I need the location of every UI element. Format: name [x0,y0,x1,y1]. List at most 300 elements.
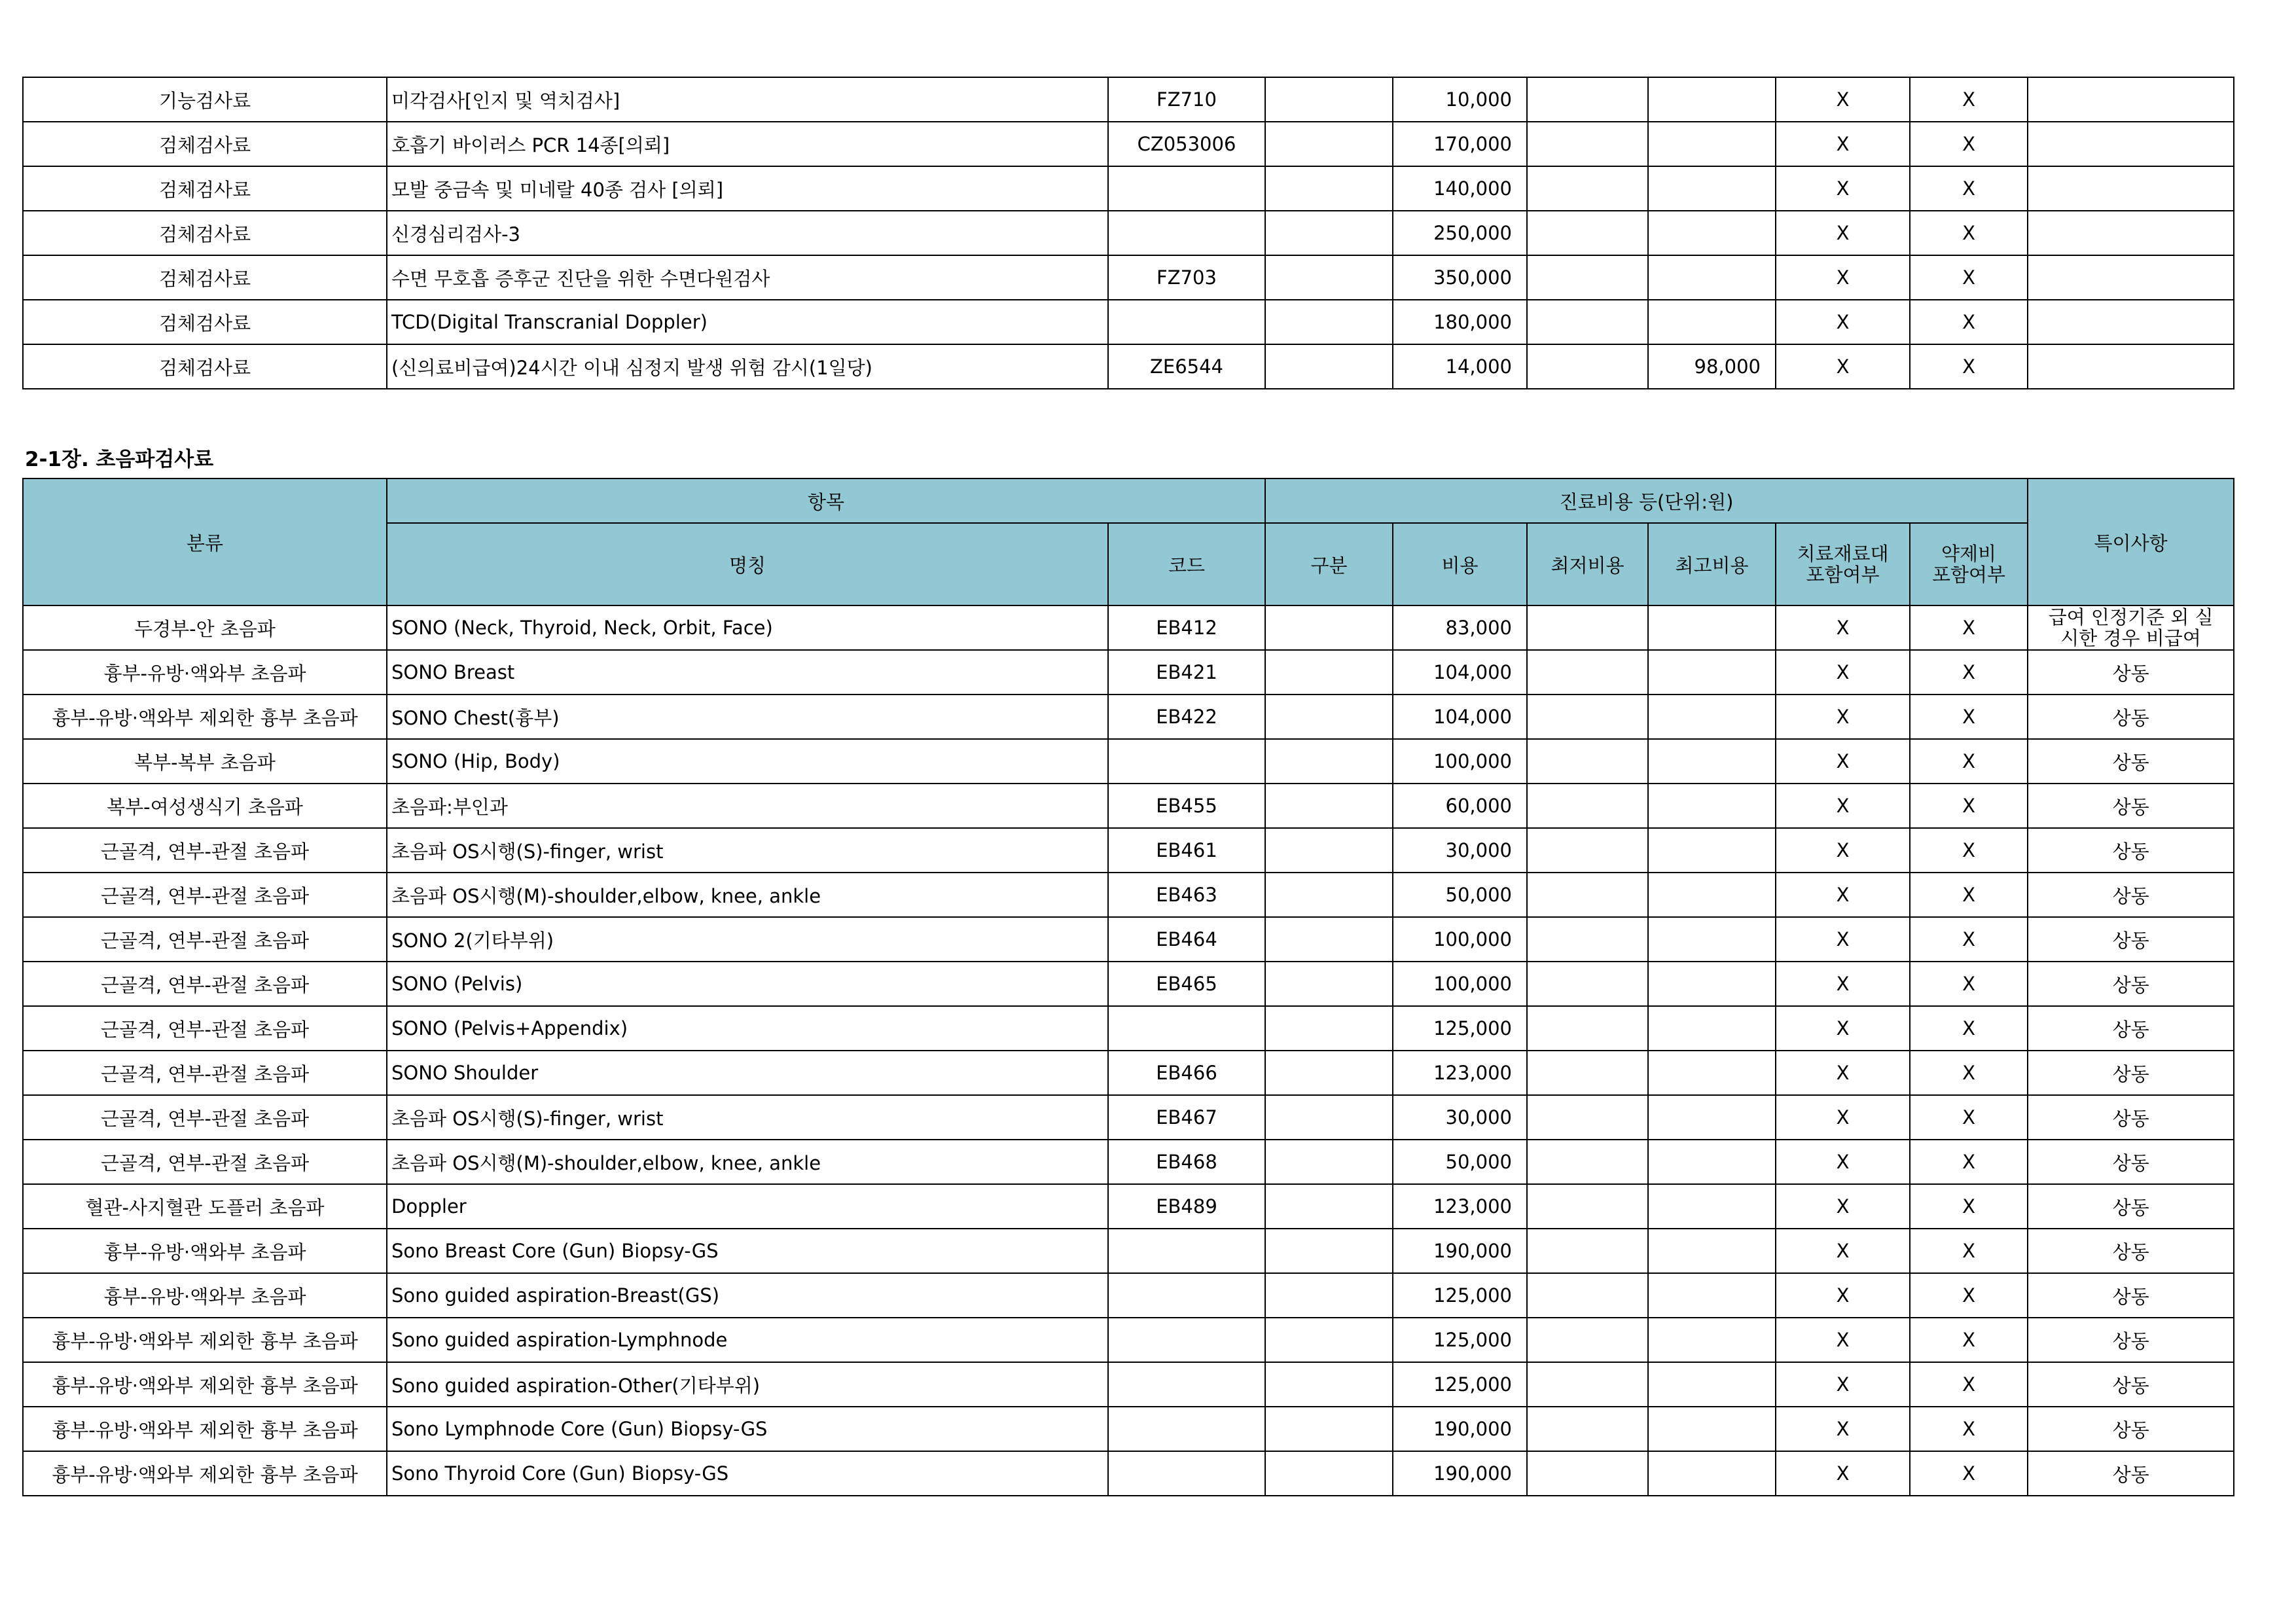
table-row [23,1407,2234,1451]
material-included-cell: X [1776,962,1910,1006]
drug-included-cell: X [1910,1095,2028,1140]
cost-cell: 190,000 [1393,1407,1527,1451]
table-row [23,300,2234,344]
name-cell: SONO (Hip, Body) [387,739,1108,784]
drug-included-cell: X [1910,1362,2028,1407]
type-cell [1265,300,1393,344]
section-title: 2-1장. 초음파검사료 [25,448,214,471]
material-included-cell: X [1776,739,1910,784]
table-row [23,344,2234,389]
material-included-cell: X [1776,650,1910,695]
note-cell: 상동 [2028,873,2234,917]
cost-cell: 125,000 [1393,1362,1527,1407]
name-cell: 수면 무호흡 증후군 진단을 위한 수면다원검사 [387,255,1108,300]
drug-included-cell: X [1910,650,2028,695]
max-cost-cell [1648,1051,1776,1095]
cost-cell: 30,000 [1393,1095,1527,1140]
drug-included-cell: X [1910,695,2028,739]
header-note: 특이사항 [2028,478,2234,605]
category-cell: 흉부-유방·액와부 제외한 흉부 초음파 [23,1362,387,1407]
cost-cell: 125,000 [1393,1273,1527,1318]
cost-cell: 100,000 [1393,962,1527,1006]
type-cell [1265,650,1393,695]
note-cell: 상동 [2028,784,2234,828]
drug-included-cell: X [1910,1140,2028,1184]
min-cost-cell [1527,873,1648,917]
cost-cell: 140,000 [1393,166,1527,211]
min-cost-cell [1527,739,1648,784]
name-cell: TCD(Digital Transcranial Doppler) [387,300,1108,344]
note-cell [2028,166,2234,211]
note-line1: 급여 인정기준 외 실 [2048,606,2214,628]
material-included-cell: X [1776,605,1910,650]
note-cell: 상동 [2028,917,2234,962]
note-cell: 상동 [2028,1184,2234,1229]
type-cell [1265,695,1393,739]
category-cell: 근골격, 연부-관절 초음파 [23,1006,387,1051]
code-cell [1108,1006,1265,1051]
category-cell: 근골격, 연부-관절 초음파 [23,1095,387,1140]
type-cell [1265,1140,1393,1184]
type-cell [1265,1184,1393,1229]
category-cell: 검체검사료 [23,166,387,211]
category-cell: 기능검사료 [23,77,387,122]
cost-cell: 50,000 [1393,873,1527,917]
cost-cell: 190,000 [1393,1229,1527,1273]
min-cost-cell [1527,695,1648,739]
cost-cell: 10,000 [1393,77,1527,122]
name-cell: SONO Breast [387,650,1108,695]
drug-included-cell: X [1910,828,2028,873]
type-cell [1265,605,1393,650]
max-cost-cell [1648,873,1776,917]
category-cell: 복부-여성생식기 초음파 [23,784,387,828]
drug-included-cell: X [1910,211,2028,255]
category-cell: 복부-복부 초음파 [23,739,387,784]
name-cell: Sono guided aspiration-Lymphnode [387,1318,1108,1362]
cost-cell: 190,000 [1393,1451,1527,1496]
type-cell [1265,255,1393,300]
min-cost-cell [1527,1140,1648,1184]
name-cell: Sono Thyroid Core (Gun) Biopsy-GS [387,1451,1108,1496]
drug-included-cell: X [1910,784,2028,828]
code-cell: EB465 [1108,962,1265,1006]
code-cell: EB455 [1108,784,1265,828]
note-cell: 상동 [2028,1318,2234,1362]
table-row [23,695,2234,739]
max-cost-cell [1648,962,1776,1006]
material-included-cell: X [1776,1140,1910,1184]
drug-included-cell: X [1910,1451,2028,1496]
material-included-cell: X [1776,1006,1910,1051]
note-cell [2028,344,2234,389]
name-cell: Sono guided aspiration-Other(기타부위) [387,1362,1108,1407]
material-included-cell: X [1776,300,1910,344]
material-included-cell: X [1776,1273,1910,1318]
category-cell: 흉부-유방·액와부 초음파 [23,650,387,695]
table-row [23,1273,2234,1318]
drug-included-cell: X [1910,77,2028,122]
name-cell: Sono Lymphnode Core (Gun) Biopsy-GS [387,1407,1108,1451]
name-cell: SONO Chest(흉부) [387,695,1108,739]
category-cell: 두경부-안 초음파 [23,605,387,650]
max-cost-cell [1648,1006,1776,1051]
note-cell: 상동 [2028,828,2234,873]
max-cost-cell [1648,166,1776,211]
max-cost-cell [1648,1451,1776,1496]
name-cell: 초음파 OS시행(S)-finger, wrist [387,1095,1108,1140]
code-cell: EB464 [1108,917,1265,962]
max-cost-cell [1648,917,1776,962]
table-row [23,1451,2234,1496]
note-cell [2028,211,2234,255]
code-cell: EB467 [1108,1095,1265,1140]
drug-included-cell: X [1910,605,2028,650]
header-name: 명칭 [387,523,1108,605]
name-cell: SONO (Pelvis+Appendix) [387,1006,1108,1051]
category-cell: 혈관-사지혈관 도플러 초음파 [23,1184,387,1229]
type-cell [1265,1051,1393,1095]
category-cell: 검체검사료 [23,344,387,389]
cost-cell: 50,000 [1393,1140,1527,1184]
min-cost-cell [1527,344,1648,389]
min-cost-cell [1527,828,1648,873]
min-cost-cell [1527,1006,1648,1051]
type-cell [1265,917,1393,962]
max-cost-cell [1648,1273,1776,1318]
min-cost-cell [1527,605,1648,650]
max-cost-cell [1648,739,1776,784]
category-cell: 흉부-유방·액와부 제외한 흉부 초음파 [23,695,387,739]
drug-included-cell: X [1910,300,2028,344]
drug-included-cell: X [1910,1273,2028,1318]
cost-cell: 83,000 [1393,605,1527,650]
material-included-cell: X [1776,1407,1910,1451]
name-cell: 초음파 OS시행(M)-shoulder,elbow, knee, ankle [387,873,1108,917]
material-included-cell: X [1776,1362,1910,1407]
max-cost-cell [1648,211,1776,255]
max-cost-cell [1648,77,1776,122]
type-cell [1265,211,1393,255]
material-included-cell: X [1776,917,1910,962]
code-cell [1108,1451,1265,1496]
drug-included-cell: X [1910,1051,2028,1095]
type-cell [1265,1407,1393,1451]
min-cost-cell [1527,1051,1648,1095]
code-cell [1108,300,1265,344]
ultrasound-fee-table [22,478,2234,1496]
type-cell [1265,344,1393,389]
name-cell: SONO 2(기타부위) [387,917,1108,962]
table-row [23,1095,2234,1140]
header-material-line1: 치료재료대 [1797,543,1889,565]
table-row [23,255,2234,300]
table-row [23,1051,2234,1095]
name-cell: Sono Breast Core (Gun) Biopsy-GS [387,1229,1108,1273]
cost-cell: 125,000 [1393,1006,1527,1051]
name-cell: 미각검사[인지 및 역치검사] [387,77,1108,122]
code-cell: EB489 [1108,1184,1265,1229]
category-cell: 근골격, 연부-관절 초음파 [23,1051,387,1095]
header-fees: 진료비용 등(단위:원) [1265,478,2028,523]
cost-cell: 30,000 [1393,828,1527,873]
max-cost-cell [1648,605,1776,650]
type-cell [1265,1095,1393,1140]
code-cell: EB461 [1108,828,1265,873]
drug-included-cell: X [1910,122,2028,166]
drug-included-cell: X [1910,1229,2028,1273]
code-cell [1108,1318,1265,1362]
cost-cell: 104,000 [1393,650,1527,695]
code-cell: ZE6544 [1108,344,1265,389]
type-cell [1265,784,1393,828]
min-cost-cell [1527,77,1648,122]
name-cell: SONO (Pelvis) [387,962,1108,1006]
drug-included-cell: X [1910,917,2028,962]
header-material-included [1776,523,1910,605]
table-row [23,1006,2234,1051]
table-row [23,1362,2234,1407]
max-cost-cell [1648,255,1776,300]
cost-cell: 123,000 [1393,1184,1527,1229]
type-cell [1265,739,1393,784]
category-cell: 검체검사료 [23,211,387,255]
name-cell: SONO (Neck, Thyroid, Neck, Orbit, Face) [387,605,1108,650]
material-included-cell: X [1776,695,1910,739]
min-cost-cell [1527,1184,1648,1229]
drug-included-cell: X [1910,1407,2028,1451]
type-cell [1265,166,1393,211]
drug-included-cell: X [1910,344,2028,389]
material-included-cell: X [1776,211,1910,255]
code-cell: EB412 [1108,605,1265,650]
note-cell [2028,605,2234,650]
name-cell: 호흡기 바이러스 PCR 14종[의뢰] [387,122,1108,166]
code-cell [1108,739,1265,784]
max-cost-cell [1648,1140,1776,1184]
drug-included-cell: X [1910,1318,2028,1362]
header-max-cost: 최고비용 [1648,523,1776,605]
cost-cell: 125,000 [1393,1318,1527,1362]
note-cell: 상동 [2028,650,2234,695]
min-cost-cell [1527,122,1648,166]
min-cost-cell [1527,1407,1648,1451]
previous-fee-table-body [23,77,2234,389]
name-cell: SONO Shoulder [387,1051,1108,1095]
max-cost-cell [1648,1407,1776,1451]
material-included-cell: X [1776,873,1910,917]
table-row [23,828,2234,873]
header-drug-line2: 포함여부 [1932,564,2006,586]
category-cell: 근골격, 연부-관절 초음파 [23,1140,387,1184]
table-row [23,122,2234,166]
cost-cell: 104,000 [1393,695,1527,739]
drug-included-cell: X [1910,962,2028,1006]
name-cell: 초음파 OS시행(S)-finger, wrist [387,828,1108,873]
cost-cell: 180,000 [1393,300,1527,344]
code-cell: EB468 [1108,1140,1265,1184]
min-cost-cell [1527,1362,1648,1407]
type-cell [1265,962,1393,1006]
code-cell: CZ053006 [1108,122,1265,166]
table-row [23,873,2234,917]
min-cost-cell [1527,917,1648,962]
name-cell: 신경심리검사-3 [387,211,1108,255]
category-cell: 흉부-유방·액와부 제외한 흉부 초음파 [23,1318,387,1362]
table-row [23,739,2234,784]
name-cell: Sono guided aspiration-Breast(GS) [387,1273,1108,1318]
cost-cell: 123,000 [1393,1051,1527,1095]
note-cell: 상동 [2028,739,2234,784]
table-row [23,166,2234,211]
drug-included-cell: X [1910,166,2028,211]
note-cell: 상동 [2028,1006,2234,1051]
category-cell: 흉부-유방·액와부 초음파 [23,1273,387,1318]
type-cell [1265,873,1393,917]
code-cell: EB421 [1108,650,1265,695]
cost-cell: 100,000 [1393,739,1527,784]
code-cell: FZ710 [1108,77,1265,122]
header-material-line2: 포함여부 [1806,564,1880,586]
name-cell: (신의료비급여)24시간 이내 심정지 발생 위험 감시(1일당) [387,344,1108,389]
table-row [23,917,2234,962]
table-row [23,1140,2234,1184]
material-included-cell: X [1776,255,1910,300]
table-row [23,962,2234,1006]
material-included-cell: X [1776,1318,1910,1362]
min-cost-cell [1527,1095,1648,1140]
note-line2: 시한 경우 비급여 [2060,627,2201,649]
min-cost-cell [1527,1229,1648,1273]
drug-included-cell: X [1910,873,2028,917]
header-type: 구분 [1265,523,1393,605]
note-cell: 상동 [2028,1140,2234,1184]
code-cell [1108,1362,1265,1407]
type-cell [1265,1362,1393,1407]
code-cell [1108,1229,1265,1273]
max-cost-cell [1648,1095,1776,1140]
material-included-cell: X [1776,1229,1910,1273]
max-cost-cell: 98,000 [1648,344,1776,389]
name-cell: 모발 중금속 및 미네랄 40종 검사 [의뢰] [387,166,1108,211]
type-cell [1265,828,1393,873]
max-cost-cell [1648,650,1776,695]
min-cost-cell [1527,1273,1648,1318]
cost-cell: 60,000 [1393,784,1527,828]
code-cell [1108,1407,1265,1451]
material-included-cell: X [1776,1095,1910,1140]
material-included-cell: X [1776,1051,1910,1095]
code-cell: EB422 [1108,695,1265,739]
name-cell: 초음파 OS시행(M)-shoulder,elbow, knee, ankle [387,1140,1108,1184]
code-cell [1108,211,1265,255]
table-row [23,650,2234,695]
note-cell [2028,122,2234,166]
code-cell [1108,166,1265,211]
category-cell: 검체검사료 [23,300,387,344]
note-cell: 상동 [2028,1229,2234,1273]
max-cost-cell [1648,1362,1776,1407]
min-cost-cell [1527,166,1648,211]
cost-cell: 100,000 [1393,917,1527,962]
min-cost-cell [1527,784,1648,828]
type-cell [1265,1451,1393,1496]
code-cell [1108,1273,1265,1318]
header-min-cost: 최저비용 [1527,523,1648,605]
table-row [23,784,2234,828]
ultrasound-fee-table-body [23,605,2234,1496]
material-included-cell: X [1776,166,1910,211]
drug-included-cell: X [1910,255,2028,300]
header-code: 코드 [1108,523,1265,605]
cost-cell: 14,000 [1393,344,1527,389]
max-cost-cell [1648,784,1776,828]
max-cost-cell [1648,828,1776,873]
drug-included-cell: X [1910,1006,2028,1051]
code-cell: EB463 [1108,873,1265,917]
note-cell: 상동 [2028,1407,2234,1451]
min-cost-cell [1527,300,1648,344]
code-cell: EB466 [1108,1051,1265,1095]
category-cell: 근골격, 연부-관절 초음파 [23,962,387,1006]
type-cell [1265,77,1393,122]
note-cell [2028,300,2234,344]
max-cost-cell [1648,1318,1776,1362]
note-cell: 상동 [2028,1051,2234,1095]
note-cell: 상동 [2028,695,2234,739]
note-cell: 상동 [2028,962,2234,1006]
type-cell [1265,1318,1393,1362]
max-cost-cell [1648,695,1776,739]
cost-cell: 250,000 [1393,211,1527,255]
category-cell: 흉부-유방·액와부 제외한 흉부 초음파 [23,1451,387,1496]
min-cost-cell [1527,650,1648,695]
code-cell: FZ703 [1108,255,1265,300]
material-included-cell: X [1776,784,1910,828]
material-included-cell: X [1776,344,1910,389]
name-cell: 초음파:부인과 [387,784,1108,828]
table-row [23,1184,2234,1229]
type-cell [1265,1006,1393,1051]
category-cell: 검체검사료 [23,122,387,166]
header-drug-included [1910,523,2028,605]
note-cell: 상동 [2028,1273,2234,1318]
drug-included-cell: X [1910,1184,2028,1229]
category-cell: 근골격, 연부-관절 초음파 [23,917,387,962]
note-cell [2028,255,2234,300]
header-item: 항목 [387,478,1265,523]
max-cost-cell [1648,1184,1776,1229]
cost-cell: 170,000 [1393,122,1527,166]
table-row [23,77,2234,122]
min-cost-cell [1527,255,1648,300]
min-cost-cell [1527,1318,1648,1362]
min-cost-cell [1527,962,1648,1006]
type-cell [1265,1229,1393,1273]
header-drug-line1: 약제비 [1941,543,1997,565]
category-cell: 검체검사료 [23,255,387,300]
note-cell: 상동 [2028,1095,2234,1140]
table-row [23,1318,2234,1362]
min-cost-cell [1527,1451,1648,1496]
category-cell: 근골격, 연부-관절 초음파 [23,873,387,917]
max-cost-cell [1648,122,1776,166]
category-cell: 흉부-유방·액와부 제외한 흉부 초음파 [23,1407,387,1451]
min-cost-cell [1527,211,1648,255]
drug-included-cell: X [1910,739,2028,784]
header-category: 분류 [23,478,387,605]
material-included-cell: X [1776,77,1910,122]
